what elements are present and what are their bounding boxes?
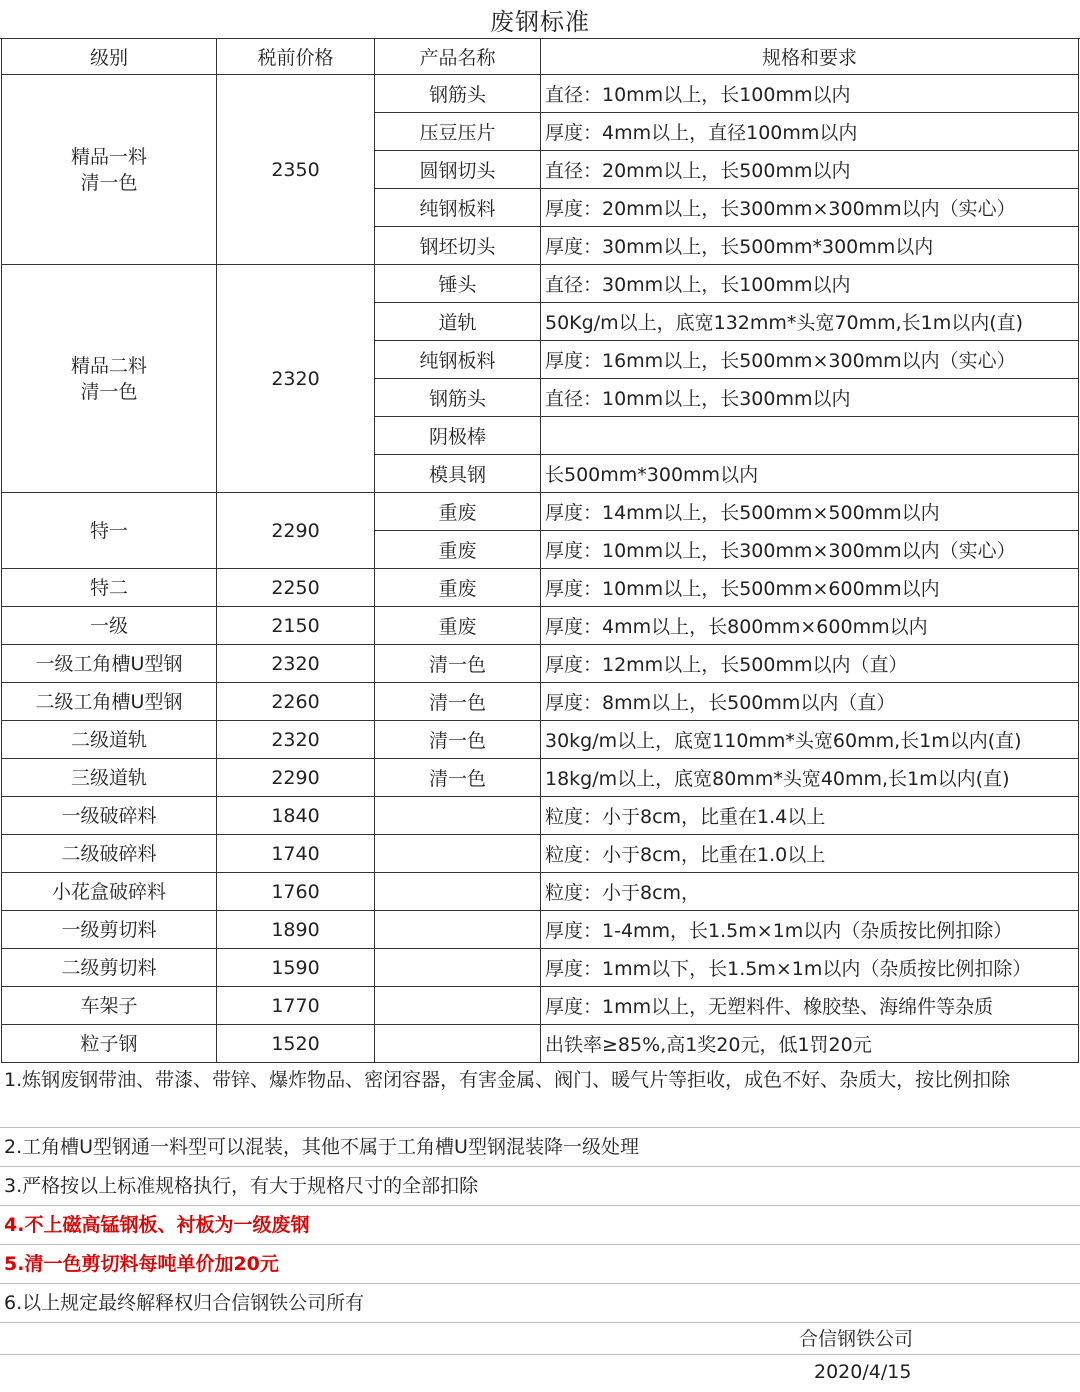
level-label: 二级道轨 xyxy=(70,728,147,751)
product-cell xyxy=(375,1025,541,1063)
table-row xyxy=(2,493,1079,531)
spec-cell: 出铁率≥85%,高1奖20元，低1罚20元 xyxy=(541,1025,1079,1063)
header-row xyxy=(2,39,1079,75)
level-label: 二级工角槽U型钢 xyxy=(35,690,183,713)
product-cell xyxy=(375,987,541,1025)
spec-cell: 厚度：4mm以上，长800mm×600mm以内 xyxy=(541,607,1079,645)
sheet-title: 废钢标准 xyxy=(0,0,1080,39)
product-cell xyxy=(375,949,541,987)
spec-cell: 直径：10mm以上，长300mm以内 xyxy=(541,379,1079,417)
spec-cell: 直径：30mm以上，长100mm以内 xyxy=(541,265,1079,303)
company-name: 合信钢铁公司 xyxy=(799,1328,914,1350)
product-cell: 圆钢切头 xyxy=(375,151,541,189)
table-row xyxy=(2,265,1079,303)
sheet-date: 2020/4/15 xyxy=(814,1361,912,1383)
product-cell: 清一色 xyxy=(375,759,541,797)
note-5: 5.清一色剪切料每吨单价加20元 xyxy=(0,1245,1080,1284)
spec-cell: 直径：20mm以上，长500mm以内 xyxy=(541,151,1079,189)
spec-cell: 厚度：4mm以上，直径100mm以内 xyxy=(541,113,1079,151)
spec-cell: 厚度：30mm以上，长500mm*300mm以内 xyxy=(541,227,1079,265)
spec-cell: 30kg/m以上，底宽110mm*头宽60mm,长1m以内(直) xyxy=(541,721,1079,759)
price-cell: 1590 xyxy=(217,949,375,987)
level-label: 二级剪切料 xyxy=(61,956,157,979)
spec-cell: 厚度：1mm以下，长1.5m×1m以内（杂质按比例扣除） xyxy=(541,949,1079,987)
product-cell: 模具钢 xyxy=(375,455,541,493)
spec-cell: 直径：10mm以上，长100mm以内 xyxy=(541,75,1079,113)
level-label: 清一色 xyxy=(80,171,138,194)
price-cell: 2350 xyxy=(217,75,375,265)
price-cell: 2290 xyxy=(217,759,375,797)
product-cell: 重废 xyxy=(375,607,541,645)
product-cell: 重废 xyxy=(375,569,541,607)
spec-cell xyxy=(541,417,1079,455)
level-label: 清一色 xyxy=(80,380,138,403)
note-6: 6.以上规定最终解释权归合信钢铁公司所有 xyxy=(0,1284,1080,1323)
spec-cell: 厚度：10mm以上，长300mm×300mm以内（实心） xyxy=(541,531,1079,569)
product-cell xyxy=(375,797,541,835)
spec-cell: 18kg/m以上，底宽80mm*头宽40mm,长1m以内(直) xyxy=(541,759,1079,797)
level-label: 三级道轨 xyxy=(70,766,147,789)
product-cell: 钢筋头 xyxy=(375,379,541,417)
price-cell: 2150 xyxy=(217,607,375,645)
level-cell xyxy=(2,645,217,683)
level-cell xyxy=(2,873,217,911)
level-label: 特一 xyxy=(89,519,128,542)
level-cell xyxy=(2,911,217,949)
price-table xyxy=(1,38,1079,1063)
price-cell: 2320 xyxy=(217,721,375,759)
price-cell: 2250 xyxy=(217,569,375,607)
level-cell xyxy=(2,683,217,721)
price-cell: 2320 xyxy=(217,265,375,493)
table-row xyxy=(2,987,1079,1025)
note-1: 1.炼钢废钢带油、带漆、带锌、爆炸物品、密闭容器，有害金属、阀门、暖气片等拒收，成色不好、杂质大，按比例扣除 xyxy=(0,1064,1080,1128)
price-cell: 2320 xyxy=(217,645,375,683)
spec-cell: 厚度：20mm以上，长300mm×300mm以内（实心） xyxy=(541,189,1079,227)
price-cell: 1740 xyxy=(217,835,375,873)
header-spec: 规格和要求 xyxy=(541,39,1079,75)
spec-cell: 粒度：小于8cm，比重在1.4以上 xyxy=(541,797,1079,835)
note-2: 2.工角槽U型钢通一料型可以混装，其他不属于工角槽U型钢混装降一级处理 xyxy=(0,1128,1080,1167)
product-cell: 锤头 xyxy=(375,265,541,303)
table-row xyxy=(2,835,1079,873)
table-row xyxy=(2,75,1079,113)
level-cell xyxy=(2,265,217,493)
spec-cell: 粒度：小于8cm，比重在1.0以上 xyxy=(541,835,1079,873)
price-cell: 1840 xyxy=(217,797,375,835)
spec-cell: 厚度：12mm以上，长500mm以内（直） xyxy=(541,645,1079,683)
table-row xyxy=(2,721,1079,759)
level-cell xyxy=(2,75,217,265)
product-cell: 纯钢板料 xyxy=(375,341,541,379)
spec-cell: 厚度：8mm以上，长500mm以内（直） xyxy=(541,683,1079,721)
level-cell xyxy=(2,1025,217,1063)
table-row xyxy=(2,797,1079,835)
table-row xyxy=(2,911,1079,949)
product-cell xyxy=(375,911,541,949)
spec-cell: 厚度：1mm以上，无塑料件、橡胶垫、海绵件等杂质 xyxy=(541,987,1079,1025)
product-cell: 清一色 xyxy=(375,645,541,683)
level-label: 小花盒破碎料 xyxy=(51,880,166,903)
spec-cell: 厚度：1-4mm，长1.5m×1m以内（杂质按比例扣除） xyxy=(541,911,1079,949)
product-cell: 道轨 xyxy=(375,303,541,341)
price-cell: 2260 xyxy=(217,683,375,721)
level-cell xyxy=(2,569,217,607)
header-price: 税前价格 xyxy=(217,39,375,75)
table-row xyxy=(2,949,1079,987)
level-label: 一级 xyxy=(89,614,128,637)
product-cell: 纯钢板料 xyxy=(375,189,541,227)
level-label: 一级剪切料 xyxy=(61,918,157,941)
product-cell: 重废 xyxy=(375,531,541,569)
level-cell xyxy=(2,835,217,873)
product-cell: 清一色 xyxy=(375,721,541,759)
product-cell: 钢筋头 xyxy=(375,75,541,113)
table-row xyxy=(2,1025,1079,1063)
price-cell: 2290 xyxy=(217,493,375,569)
product-cell xyxy=(375,873,541,911)
table-row xyxy=(2,607,1079,645)
product-cell xyxy=(375,835,541,873)
level-label: 一级工角槽U型钢 xyxy=(35,652,183,675)
table-row xyxy=(2,645,1079,683)
table-row xyxy=(2,569,1079,607)
product-cell: 压豆压片 xyxy=(375,113,541,151)
notes-section xyxy=(0,1064,1080,1323)
level-label: 二级破碎料 xyxy=(61,842,157,865)
level-cell xyxy=(2,493,217,569)
spec-cell: 长500mm*300mm以内 xyxy=(541,455,1079,493)
level-label: 精品二料 xyxy=(70,354,147,377)
spec-cell: 厚度：16mm以上，长500mm×300mm以内（实心） xyxy=(541,341,1079,379)
level-cell xyxy=(2,797,217,835)
level-cell xyxy=(2,721,217,759)
spec-cell: 厚度：10mm以上，长500mm×600mm以内 xyxy=(541,569,1079,607)
date-row xyxy=(0,1355,1080,1392)
product-cell: 清一色 xyxy=(375,683,541,721)
level-label: 粒子钢 xyxy=(80,1032,138,1055)
note-4: 4.不上磁高锰钢板、衬板为一级废钢 xyxy=(0,1206,1080,1245)
price-cell: 1520 xyxy=(217,1025,375,1063)
note-3: 3.严格按以上标准规格执行，有大于规格尺寸的全部扣除 xyxy=(0,1167,1080,1206)
level-label: 车架子 xyxy=(80,994,138,1017)
spec-cell: 粒度：小于8cm， xyxy=(541,873,1079,911)
spec-cell: 50Kg/m以上，底宽132mm*头宽70mm,长1m以内(直) xyxy=(541,303,1079,341)
price-cell: 1770 xyxy=(217,987,375,1025)
level-cell xyxy=(2,949,217,987)
table-row xyxy=(2,873,1079,911)
header-level: 级别 xyxy=(2,39,217,75)
level-label: 一级破碎料 xyxy=(61,804,157,827)
product-cell: 阴极棒 xyxy=(375,417,541,455)
product-cell: 钢坯切头 xyxy=(375,227,541,265)
level-cell xyxy=(2,987,217,1025)
level-cell xyxy=(2,607,217,645)
table-row xyxy=(2,683,1079,721)
price-cell: 1890 xyxy=(217,911,375,949)
level-label: 精品一料 xyxy=(70,145,147,168)
spec-cell: 厚度：14mm以上，长500mm×500mm以内 xyxy=(541,493,1079,531)
table-row xyxy=(2,759,1079,797)
header-product: 产品名称 xyxy=(375,39,541,75)
product-cell: 重废 xyxy=(375,493,541,531)
level-label: 特二 xyxy=(89,576,128,599)
level-cell xyxy=(2,759,217,797)
price-cell: 1760 xyxy=(217,873,375,911)
company-row xyxy=(0,1318,1080,1355)
